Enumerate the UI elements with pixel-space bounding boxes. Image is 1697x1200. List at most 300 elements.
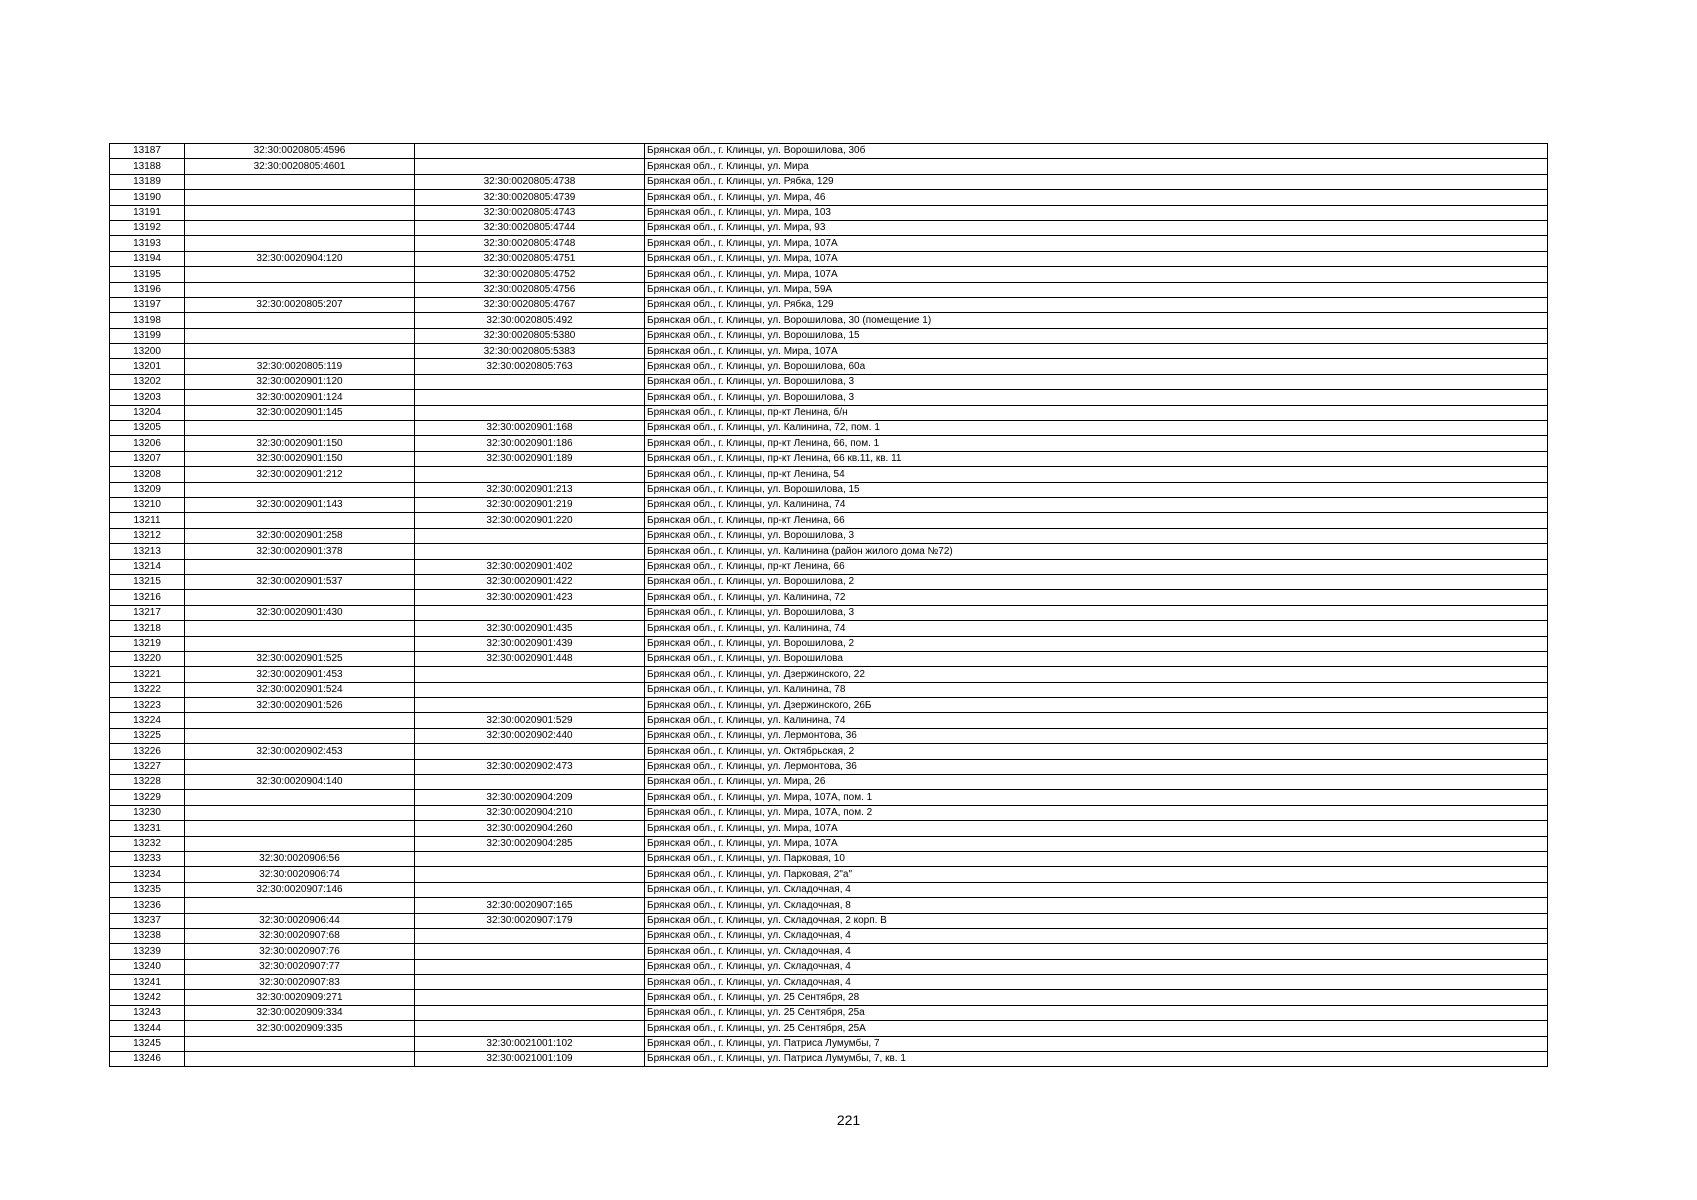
parcel-number-cell: 32:30:0020805:4596 — [185, 144, 415, 159]
parcel-number-cell — [185, 590, 415, 605]
object-number-cell — [415, 144, 645, 159]
address-cell: Брянская обл., г. Клинцы, ул. Мира, 26 — [645, 775, 1548, 790]
address-cell: Брянская обл., г. Клинцы, ул. Калинина, 74 — [645, 497, 1548, 512]
object-number-cell — [415, 374, 645, 389]
object-number-cell — [415, 959, 645, 974]
address-cell: Брянская обл., г. Клинцы, пр-кт Ленина, 66 — [645, 559, 1548, 574]
table-row — [110, 913, 1548, 928]
address-cell: Брянская обл., г. Клинцы, ул. Мира, 103 — [645, 205, 1548, 220]
row-number-cell: 13226 — [110, 744, 185, 759]
table-row — [110, 898, 1548, 913]
object-number-cell: 32:30:0020805:4751 — [415, 251, 645, 266]
parcel-number-cell — [185, 898, 415, 913]
object-number-cell — [415, 698, 645, 713]
parcel-number-cell: 32:30:0020901:150 — [185, 451, 415, 466]
parcel-number-cell: 32:30:0020805:119 — [185, 359, 415, 374]
row-number-cell: 13230 — [110, 805, 185, 820]
table-row — [110, 436, 1548, 451]
object-number-cell: 32:30:0020907:165 — [415, 898, 645, 913]
address-cell: Брянская обл., г. Клинцы, ул. Мира, 107А — [645, 821, 1548, 836]
row-number-cell: 13194 — [110, 251, 185, 266]
parcel-number-cell — [185, 836, 415, 851]
object-number-cell — [415, 159, 645, 174]
address-cell: Брянская обл., г. Клинцы, ул. Мира — [645, 159, 1548, 174]
parcel-number-cell — [185, 220, 415, 235]
address-cell: Брянская обл., г. Клинцы, ул. Мира, 107А — [645, 236, 1548, 251]
object-number-cell — [415, 467, 645, 482]
row-number-cell: 13193 — [110, 236, 185, 251]
address-cell: Брянская обл., г. Клинцы, пр-кт Ленина, 66 — [645, 513, 1548, 528]
row-number-cell: 13234 — [110, 867, 185, 882]
parcel-number-cell: 32:30:0020902:453 — [185, 744, 415, 759]
table-row — [110, 867, 1548, 882]
address-cell: Брянская обл., г. Клинцы, ул. Ворошилова — [645, 651, 1548, 666]
parcel-number-cell: 32:30:0020906:56 — [185, 851, 415, 866]
table-row — [110, 621, 1548, 636]
object-number-cell: 32:30:0020901:435 — [415, 621, 645, 636]
object-number-cell — [415, 944, 645, 959]
table-row — [110, 882, 1548, 897]
address-cell: Брянская обл., г. Клинцы, ул. Ворошилова, 3 — [645, 605, 1548, 620]
object-number-cell — [415, 851, 645, 866]
parcel-number-cell — [185, 1036, 415, 1051]
address-cell: Брянская обл., г. Клинцы, ул. Складочная, 4 — [645, 975, 1548, 990]
object-number-cell: 32:30:0020805:4744 — [415, 220, 645, 235]
object-number-cell — [415, 775, 645, 790]
parcel-number-cell: 32:30:0020901:258 — [185, 528, 415, 543]
object-number-cell: 32:30:0020805:4756 — [415, 282, 645, 297]
row-number-cell: 13188 — [110, 159, 185, 174]
table-row — [110, 374, 1548, 389]
address-cell: Брянская обл., г. Клинцы, ул. Мира, 107А, пом. 2 — [645, 805, 1548, 820]
parcel-number-cell: 32:30:0020909:335 — [185, 1021, 415, 1036]
parcel-number-cell — [185, 728, 415, 743]
address-cell: Брянская обл., г. Клинцы, ул. Ворошилова, 30б — [645, 144, 1548, 159]
table-row — [110, 959, 1548, 974]
parcel-number-cell — [185, 313, 415, 328]
address-cell: Брянская обл., г. Клинцы, ул. Калинина, 74 — [645, 713, 1548, 728]
object-number-cell — [415, 975, 645, 990]
object-number-cell: 32:30:0020901:448 — [415, 651, 645, 666]
parcel-number-cell — [185, 759, 415, 774]
object-number-cell — [415, 882, 645, 897]
address-cell: Брянская обл., г. Клинцы, ул. Мира, 93 — [645, 220, 1548, 235]
table-row — [110, 605, 1548, 620]
row-number-cell: 13199 — [110, 328, 185, 343]
table-row — [110, 944, 1548, 959]
table-row — [110, 698, 1548, 713]
row-number-cell: 13245 — [110, 1036, 185, 1051]
parcel-number-cell — [185, 236, 415, 251]
address-cell: Брянская обл., г. Клинцы, ул. Мира, 107А, пом. 1 — [645, 790, 1548, 805]
object-number-cell: 32:30:0020805:4738 — [415, 174, 645, 189]
registry-table — [109, 143, 1548, 1067]
object-number-cell — [415, 605, 645, 620]
row-number-cell: 13215 — [110, 574, 185, 589]
table-row — [110, 467, 1548, 482]
object-number-cell: 32:30:0020805:4748 — [415, 236, 645, 251]
row-number-cell: 13228 — [110, 775, 185, 790]
row-number-cell: 13242 — [110, 990, 185, 1005]
address-cell: Брянская обл., г. Клинцы, ул. Ворошилова, 3 — [645, 528, 1548, 543]
registry-table-body — [110, 144, 1548, 1067]
parcel-number-cell: 32:30:0020901:524 — [185, 682, 415, 697]
address-cell: Брянская обл., г. Клинцы, ул. Ворошилова, 60а — [645, 359, 1548, 374]
table-row — [110, 528, 1548, 543]
row-number-cell: 13229 — [110, 790, 185, 805]
parcel-number-cell: 32:30:0020907:68 — [185, 928, 415, 943]
address-cell: Брянская обл., г. Клинцы, ул. Ворошилова, 15 — [645, 328, 1548, 343]
parcel-number-cell: 32:30:0020901:430 — [185, 605, 415, 620]
parcel-number-cell: 32:30:0020907:146 — [185, 882, 415, 897]
object-number-cell: 32:30:0020901:439 — [415, 636, 645, 651]
address-cell: Брянская обл., г. Клинцы, ул. Мира, 107А — [645, 251, 1548, 266]
object-number-cell: 32:30:0020907:179 — [415, 913, 645, 928]
row-number-cell: 13246 — [110, 1052, 185, 1067]
row-number-cell: 13224 — [110, 713, 185, 728]
parcel-number-cell: 32:30:0020907:83 — [185, 975, 415, 990]
table-row — [110, 651, 1548, 666]
row-number-cell: 13195 — [110, 267, 185, 282]
address-cell: Брянская обл., г. Клинцы, ул. Складочная, 8 — [645, 898, 1548, 913]
object-number-cell: 32:30:0021001:102 — [415, 1036, 645, 1051]
table-row — [110, 174, 1548, 189]
parcel-number-cell — [185, 282, 415, 297]
parcel-number-cell — [185, 713, 415, 728]
object-number-cell: 32:30:0020901:423 — [415, 590, 645, 605]
address-cell: Брянская обл., г. Клинцы, пр-кт Ленина, 66 кв.11, кв. 11 — [645, 451, 1548, 466]
address-cell: Брянская обл., г. Клинцы, ул. 25 Сентября, 25А — [645, 1021, 1548, 1036]
table-row — [110, 159, 1548, 174]
object-number-cell: 32:30:0020805:4739 — [415, 190, 645, 205]
parcel-number-cell — [185, 805, 415, 820]
row-number-cell: 13225 — [110, 728, 185, 743]
table-row — [110, 451, 1548, 466]
address-cell: Брянская обл., г. Клинцы, ул. Калинина, 74 — [645, 621, 1548, 636]
object-number-cell: 32:30:0020901:220 — [415, 513, 645, 528]
object-number-cell: 32:30:0020901:168 — [415, 421, 645, 436]
parcel-number-cell — [185, 267, 415, 282]
object-number-cell: 32:30:0020901:422 — [415, 574, 645, 589]
object-number-cell: 32:30:0020902:440 — [415, 728, 645, 743]
table-row — [110, 328, 1548, 343]
table-row — [110, 821, 1548, 836]
table-row — [110, 975, 1548, 990]
row-number-cell: 13217 — [110, 605, 185, 620]
table-row — [110, 497, 1548, 512]
address-cell: Брянская обл., г. Клинцы, ул. Мира, 46 — [645, 190, 1548, 205]
row-number-cell: 13243 — [110, 1005, 185, 1020]
row-number-cell: 13231 — [110, 821, 185, 836]
object-number-cell — [415, 1005, 645, 1020]
object-number-cell: 32:30:0020904:260 — [415, 821, 645, 836]
table-row — [110, 590, 1548, 605]
address-cell: Брянская обл., г. Клинцы, ул. Парковая, 2"а" — [645, 867, 1548, 882]
table-row — [110, 313, 1548, 328]
parcel-number-cell: 32:30:0020805:207 — [185, 297, 415, 312]
row-number-cell: 13191 — [110, 205, 185, 220]
table-row — [110, 267, 1548, 282]
parcel-number-cell — [185, 790, 415, 805]
row-number-cell: 13204 — [110, 405, 185, 420]
address-cell: Брянская обл., г. Клинцы, ул. Мира, 107А — [645, 267, 1548, 282]
row-number-cell: 13239 — [110, 944, 185, 959]
row-number-cell: 13201 — [110, 359, 185, 374]
parcel-number-cell — [185, 482, 415, 497]
table-row — [110, 359, 1548, 374]
parcel-number-cell — [185, 821, 415, 836]
page-number: 221 — [836, 1112, 861, 1128]
object-number-cell — [415, 1021, 645, 1036]
table-row — [110, 775, 1548, 790]
row-number-cell: 13189 — [110, 174, 185, 189]
parcel-number-cell: 32:30:0020901:212 — [185, 467, 415, 482]
table-row — [110, 574, 1548, 589]
object-number-cell — [415, 990, 645, 1005]
row-number-cell: 13240 — [110, 959, 185, 974]
parcel-number-cell: 32:30:0020901:525 — [185, 651, 415, 666]
parcel-number-cell: 32:30:0020907:76 — [185, 944, 415, 959]
address-cell: Брянская обл., г. Клинцы, ул. Ворошилова, 3 — [645, 374, 1548, 389]
row-number-cell: 13202 — [110, 374, 185, 389]
row-number-cell: 13187 — [110, 144, 185, 159]
address-cell: Брянская обл., г. Клинцы, ул. Мира, 107А — [645, 836, 1548, 851]
parcel-number-cell: 32:30:0020901:143 — [185, 497, 415, 512]
row-number-cell: 13196 — [110, 282, 185, 297]
table-row — [110, 144, 1548, 159]
address-cell: Брянская обл., г. Клинцы, ул. Складочная, 2 корп. В — [645, 913, 1548, 928]
parcel-number-cell — [185, 174, 415, 189]
address-cell: Брянская обл., г. Клинцы, ул. Рябка, 129 — [645, 297, 1548, 312]
parcel-number-cell — [185, 621, 415, 636]
address-cell: Брянская обл., г. Клинцы, ул. 25 Сентября, 25а — [645, 1005, 1548, 1020]
parcel-number-cell — [185, 636, 415, 651]
address-cell: Брянская обл., г. Клинцы, ул. Лермонтова, 36 — [645, 728, 1548, 743]
object-number-cell — [415, 867, 645, 882]
row-number-cell: 13197 — [110, 297, 185, 312]
object-number-cell: 32:30:0020805:4752 — [415, 267, 645, 282]
parcel-number-cell: 32:30:0020909:334 — [185, 1005, 415, 1020]
table-row — [110, 421, 1548, 436]
row-number-cell: 13237 — [110, 913, 185, 928]
row-number-cell: 13235 — [110, 882, 185, 897]
table-row — [110, 282, 1548, 297]
row-number-cell: 13244 — [110, 1021, 185, 1036]
object-number-cell: 32:30:0020901:529 — [415, 713, 645, 728]
row-number-cell: 13223 — [110, 698, 185, 713]
parcel-number-cell: 32:30:0020904:120 — [185, 251, 415, 266]
address-cell: Брянская обл., г. Клинцы, ул. Октябрьская, 2 — [645, 744, 1548, 759]
object-number-cell: 32:30:0020805:4767 — [415, 297, 645, 312]
table-row — [110, 482, 1548, 497]
table-row — [110, 544, 1548, 559]
parcel-number-cell: 32:30:0020901:124 — [185, 390, 415, 405]
parcel-number-cell: 32:30:0020909:271 — [185, 990, 415, 1005]
row-number-cell: 13205 — [110, 421, 185, 436]
parcel-number-cell — [185, 513, 415, 528]
table-row — [110, 759, 1548, 774]
table-row — [110, 236, 1548, 251]
address-cell: Брянская обл., г. Клинцы, пр-кт Ленина, 54 — [645, 467, 1548, 482]
parcel-number-cell: 32:30:0020907:77 — [185, 959, 415, 974]
address-cell: Брянская обл., г. Клинцы, ул. 25 Сентября, 28 — [645, 990, 1548, 1005]
table-row — [110, 744, 1548, 759]
address-cell: Брянская обл., г. Клинцы, ул. Дзержинского, 26Б — [645, 698, 1548, 713]
object-number-cell: 32:30:0020902:473 — [415, 759, 645, 774]
row-number-cell: 13213 — [110, 544, 185, 559]
address-cell: Брянская обл., г. Клинцы, ул. Мира, 107А — [645, 344, 1548, 359]
object-number-cell: 32:30:0020904:285 — [415, 836, 645, 851]
address-cell: Брянская обл., г. Клинцы, ул. Дзержинского, 22 — [645, 667, 1548, 682]
address-cell: Брянская обл., г. Клинцы, ул. Ворошилова, 3 — [645, 390, 1548, 405]
table-row — [110, 851, 1548, 866]
parcel-number-cell: 32:30:0020904:140 — [185, 775, 415, 790]
row-number-cell: 13232 — [110, 836, 185, 851]
object-number-cell: 32:30:0020904:209 — [415, 790, 645, 805]
row-number-cell: 13221 — [110, 667, 185, 682]
parcel-number-cell: 32:30:0020901:453 — [185, 667, 415, 682]
table-row — [110, 1052, 1548, 1067]
table-row — [110, 205, 1548, 220]
address-cell: Брянская обл., г. Клинцы, ул. Патриса Лумумбы, 7 — [645, 1036, 1548, 1051]
parcel-number-cell: 32:30:0020901:378 — [185, 544, 415, 559]
parcel-number-cell: 32:30:0020906:74 — [185, 867, 415, 882]
table-row — [110, 344, 1548, 359]
address-cell: Брянская обл., г. Клинцы, ул. Калинина, 78 — [645, 682, 1548, 697]
table-row — [110, 1005, 1548, 1020]
table-row — [110, 1021, 1548, 1036]
row-number-cell: 13218 — [110, 621, 185, 636]
address-cell: Брянская обл., г. Клинцы, ул. Ворошилова, 15 — [645, 482, 1548, 497]
table-row — [110, 805, 1548, 820]
address-cell: Брянская обл., г. Клинцы, ул. Рябка, 129 — [645, 174, 1548, 189]
object-number-cell — [415, 405, 645, 420]
row-number-cell: 13207 — [110, 451, 185, 466]
table-row — [110, 559, 1548, 574]
object-number-cell — [415, 744, 645, 759]
object-number-cell: 32:30:0021001:109 — [415, 1052, 645, 1067]
parcel-number-cell — [185, 421, 415, 436]
object-number-cell: 32:30:0020901:219 — [415, 497, 645, 512]
object-number-cell: 32:30:0020805:4743 — [415, 205, 645, 220]
table-row — [110, 297, 1548, 312]
object-number-cell — [415, 544, 645, 559]
table-row — [110, 636, 1548, 651]
table-row — [110, 790, 1548, 805]
row-number-cell: 13203 — [110, 390, 185, 405]
object-number-cell: 32:30:0020901:189 — [415, 451, 645, 466]
table-row — [110, 1036, 1548, 1051]
object-number-cell — [415, 928, 645, 943]
row-number-cell: 13214 — [110, 559, 185, 574]
row-number-cell: 13211 — [110, 513, 185, 528]
row-number-cell: 13210 — [110, 497, 185, 512]
row-number-cell: 13200 — [110, 344, 185, 359]
row-number-cell: 13219 — [110, 636, 185, 651]
parcel-number-cell — [185, 344, 415, 359]
address-cell: Брянская обл., г. Клинцы, ул. Калинина, 72 — [645, 590, 1548, 605]
address-cell: Брянская обл., г. Клинцы, ул. Калинина (район жилого дома №72) — [645, 544, 1548, 559]
table-row — [110, 405, 1548, 420]
row-number-cell: 13198 — [110, 313, 185, 328]
row-number-cell: 13192 — [110, 220, 185, 235]
parcel-number-cell — [185, 205, 415, 220]
object-number-cell — [415, 667, 645, 682]
parcel-number-cell: 32:30:0020901:526 — [185, 698, 415, 713]
table-row — [110, 836, 1548, 851]
row-number-cell: 13236 — [110, 898, 185, 913]
address-cell: Брянская обл., г. Клинцы, ул. Складочная, 4 — [645, 882, 1548, 897]
table-row — [110, 251, 1548, 266]
table-row — [110, 220, 1548, 235]
table-row — [110, 713, 1548, 728]
table-row — [110, 682, 1548, 697]
row-number-cell: 13209 — [110, 482, 185, 497]
object-number-cell: 32:30:0020901:213 — [415, 482, 645, 497]
address-cell: Брянская обл., г. Клинцы, ул. Ворошилова, 2 — [645, 636, 1548, 651]
address-cell: Брянская обл., г. Клинцы, ул. Калинина, 72, пом. 1 — [645, 421, 1548, 436]
parcel-number-cell: 32:30:0020906:44 — [185, 913, 415, 928]
row-number-cell: 13190 — [110, 190, 185, 205]
parcel-number-cell: 32:30:0020901:537 — [185, 574, 415, 589]
table-row — [110, 928, 1548, 943]
address-cell: Брянская обл., г. Клинцы, ул. Складочная, 4 — [645, 928, 1548, 943]
object-number-cell: 32:30:0020805:492 — [415, 313, 645, 328]
object-number-cell — [415, 390, 645, 405]
address-cell: Брянская обл., г. Клинцы, ул. Ворошилова, 30 (помещение 1) — [645, 313, 1548, 328]
parcel-number-cell: 32:30:0020901:120 — [185, 374, 415, 389]
address-cell: Брянская обл., г. Клинцы, ул. Складочная, 4 — [645, 944, 1548, 959]
address-cell: Брянская обл., г. Клинцы, ул. Патриса Лумумбы, 7, кв. 1 — [645, 1052, 1548, 1067]
object-number-cell: 32:30:0020805:5380 — [415, 328, 645, 343]
row-number-cell: 13241 — [110, 975, 185, 990]
table-row — [110, 990, 1548, 1005]
parcel-number-cell: 32:30:0020901:150 — [185, 436, 415, 451]
object-number-cell: 32:30:0020901:186 — [415, 436, 645, 451]
address-cell: Брянская обл., г. Клинцы, ул. Парковая, 10 — [645, 851, 1548, 866]
row-number-cell: 13208 — [110, 467, 185, 482]
object-number-cell — [415, 528, 645, 543]
address-cell: Брянская обл., г. Клинцы, ул. Лермонтова, 36 — [645, 759, 1548, 774]
address-cell: Брянская обл., г. Клинцы, пр-кт Ленина, 66, пом. 1 — [645, 436, 1548, 451]
row-number-cell: 13222 — [110, 682, 185, 697]
row-number-cell: 13238 — [110, 928, 185, 943]
row-number-cell: 13212 — [110, 528, 185, 543]
address-cell: Брянская обл., г. Клинцы, пр-кт Ленина, б/н — [645, 405, 1548, 420]
object-number-cell: 32:30:0020904:210 — [415, 805, 645, 820]
table-row — [110, 513, 1548, 528]
address-cell: Брянская обл., г. Клинцы, ул. Мира, 59А — [645, 282, 1548, 297]
row-number-cell: 13220 — [110, 651, 185, 666]
row-number-cell: 13206 — [110, 436, 185, 451]
row-number-cell: 13216 — [110, 590, 185, 605]
parcel-number-cell — [185, 190, 415, 205]
parcel-number-cell: 32:30:0020805:4601 — [185, 159, 415, 174]
object-number-cell: 32:30:0020805:5383 — [415, 344, 645, 359]
parcel-number-cell: 32:30:0020901:145 — [185, 405, 415, 420]
table-row — [110, 728, 1548, 743]
row-number-cell: 13233 — [110, 851, 185, 866]
parcel-number-cell — [185, 1052, 415, 1067]
address-cell: Брянская обл., г. Клинцы, ул. Складочная, 4 — [645, 959, 1548, 974]
table-row — [110, 390, 1548, 405]
object-number-cell: 32:30:0020805:763 — [415, 359, 645, 374]
object-number-cell: 32:30:0020901:402 — [415, 559, 645, 574]
table-row — [110, 190, 1548, 205]
parcel-number-cell — [185, 328, 415, 343]
object-number-cell — [415, 682, 645, 697]
parcel-number-cell — [185, 559, 415, 574]
